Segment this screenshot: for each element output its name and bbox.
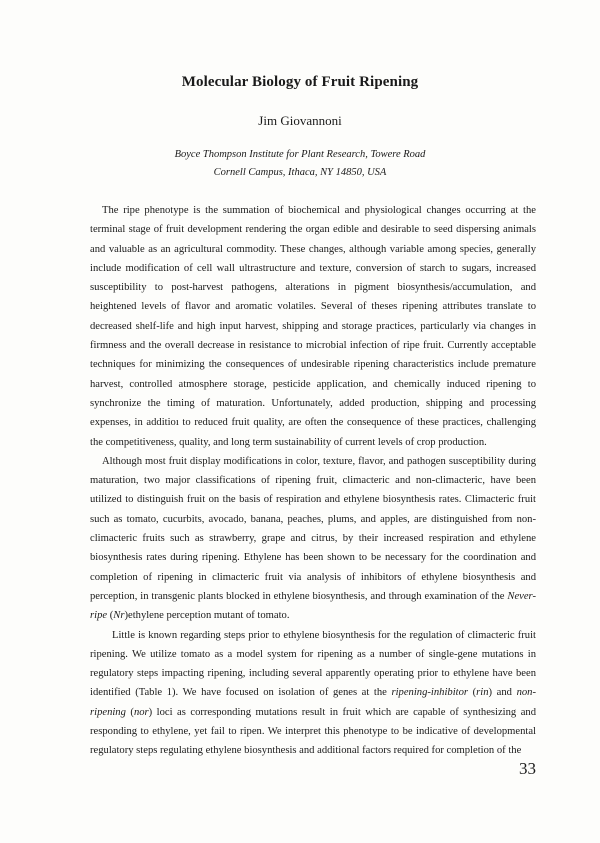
locus-name-ripening-inhibitor: ripening-inhibitor xyxy=(391,687,468,699)
paper-title: Molecular Biology of Fruit Ripening xyxy=(181,74,419,90)
paragraph-3 xyxy=(90,626,536,761)
paragraph-3-text-d: ( xyxy=(125,706,134,718)
page-number: 33 xyxy=(519,759,536,778)
paragraph-2-text-c: )ethylene perception mutant of tomato. xyxy=(124,610,290,622)
paragraph-2 xyxy=(90,452,536,626)
locus-symbol-rin: rin xyxy=(476,687,489,699)
body-text xyxy=(90,201,536,761)
paragraph-2-text-b: ( xyxy=(107,610,114,622)
locus-symbol-nor: nor xyxy=(133,706,149,718)
mutant-symbol-nr: Nr xyxy=(113,610,125,622)
paragraph-3-text-e: ) loci as corresponding mutations result in fruit which are capable of synthesizing and responding to ethylene, yet fail to ripen. We interpret this phenotype to be indicative of developmental regulatory steps regulating ethylene biosynthesis and additional factors required for completion of the xyxy=(90,706,536,757)
affiliation-line-1: Boyce Thompson Institute for Plant Research, Towere Road xyxy=(174,149,426,160)
paragraph-1: The ripe phenotype is the summation of biochemical and physiological changes occurring at the terminal stage of fruit development rendering the organ edible and desirable to seed dispersing animals and valuable as an agricultural commodity. These changes, although variable among species, generally include modification of cell wall ultrastructure and texture, conversion of starch to sugars, increased susceptibility to post-harvest pathogens, alterations in pigment biosynthesis/accumulation, and heightened levels of flavor and aromatic volatiles. Several of theses ripening attributes translate to decreased shelf-life and high input harvest, shipping and storage practices, particularly via changes in firmness and the overall decrease in resistance to microbial infection of ripe fruit. Currently acceptable techniques for minimizing the consequences of undesirable ripening characteristics include premature harvest, controlled atmosphere storage, pesticide application, and chemically induced ripening to synchronize the timing of maturation. Unfortunately, added production, shipping and processing expenses, in additioı to reduced fruit quality, are often the consequence of these practices, challenging the competitiveness, quality, and long term sustainability of current levels of crop production. xyxy=(90,205,536,448)
paragraph-3-text-b: ( xyxy=(468,687,477,699)
paragraph-2-text-a: Although most fruit display modifications in color, texture, flavor, and pathogen susceptibility during maturation, two major classifications of ripening fruit, climacteric and non-climacteric, have been utilized to distinguish fruit on the basis of respiration and ethylene biosynthesis rates. Climacteric fruit such as tomato, cucurbits, avocado, banana, peaches, plums, and apples, are distinguished from non-climacteric fruits such as strawberry, grape and citrus, by their increased respiration and ethylene biosynthesis rates during ripening. Ethylene has been shown to be necessary for the coordination and completion of ripening in climacteric fruit via analysis of inhibitors of ethylene biosynthesis and perception, in transgenic plants blocked in ethylene biosynthesis, and through examination of the xyxy=(90,455,536,602)
mutant-name-never-ripe: Never-ripe xyxy=(90,590,536,622)
paragraph-3-text-c: ) and xyxy=(488,687,517,699)
affiliation-line-2: Cornell Campus, Ithaca, NY 14850, USA xyxy=(213,167,387,178)
author-name: Jim Giovannoni xyxy=(258,113,342,128)
locus-name-non-ripening: non-ripening xyxy=(90,687,536,718)
paragraph-3-text-a: Little is known regarding steps prior to ethylene biosynthesis for the regulation of climacteric fruit ripening. We utilize tomato as a model system for ripening as a number of single-gene mutations in regulatory steps impacting ripening, including several apparently operating prior to ethylene have been identified (Table 1). We have focused on isolation of genes at the xyxy=(90,629,536,699)
